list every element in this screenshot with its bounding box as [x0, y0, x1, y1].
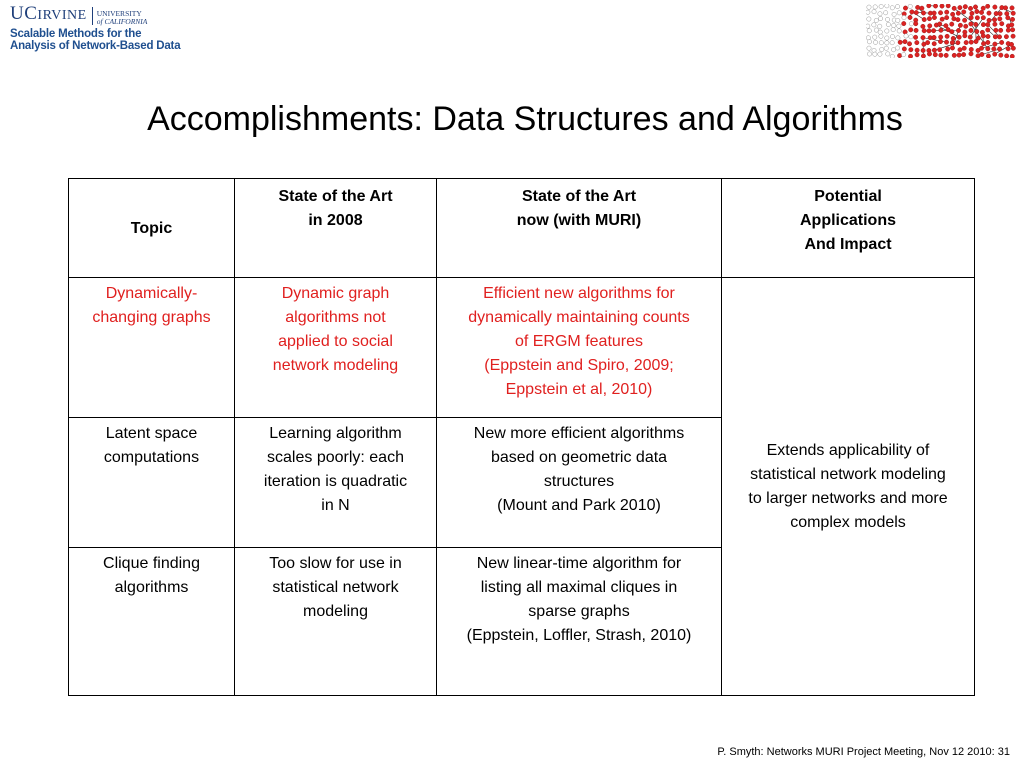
network-node: [940, 17, 944, 21]
network-node: [952, 6, 956, 10]
network-node: [878, 16, 882, 20]
network-node: [950, 12, 954, 16]
cell-line: statistical network modeling: [750, 465, 946, 483]
network-node: [872, 9, 876, 13]
network-node: [980, 52, 984, 56]
logo-subtitle: Scalable Methods for the Analysis of Network-Based Data: [10, 28, 181, 52]
cell-line: algorithms: [114, 579, 189, 596]
network-node: [873, 35, 877, 39]
network-node: [886, 22, 890, 26]
cell-line: Latent space: [105, 425, 198, 442]
network-node: [892, 23, 896, 27]
network-node: [866, 24, 870, 28]
network-node: [921, 11, 925, 15]
network-node: [884, 46, 888, 50]
network-node: [957, 35, 961, 39]
network-node: [1005, 11, 1009, 15]
network-node: [927, 4, 931, 8]
network-node: [958, 48, 962, 52]
cell-line: Efficient new algorithms for: [483, 285, 675, 302]
network-node: [952, 17, 956, 21]
cell-topic: [69, 548, 235, 696]
network-node: [986, 40, 990, 44]
cell-sota-now: [437, 548, 722, 696]
network-node: [879, 34, 883, 38]
network-node: [937, 48, 941, 52]
cell-line: Topic: [130, 220, 173, 237]
network-node: [958, 5, 962, 9]
cell-line: And Impact: [804, 236, 892, 253]
network-node: [909, 22, 913, 26]
cell-line: Applications: [799, 212, 896, 229]
network-node: [951, 36, 955, 40]
network-node: [975, 29, 979, 33]
network-node: [895, 4, 899, 8]
cell-line: applied to social: [278, 333, 393, 350]
network-node: [910, 10, 914, 14]
network-node: [915, 48, 919, 52]
network-node: [973, 5, 977, 9]
network-node: [867, 17, 871, 21]
network-node: [885, 17, 889, 21]
network-node: [950, 29, 954, 33]
network-node: [950, 40, 954, 44]
network-node: [956, 28, 960, 32]
network-node: [921, 35, 925, 39]
cell-sota-2008: [235, 418, 437, 548]
network-node: [883, 11, 887, 15]
network-node: [981, 6, 985, 10]
network-node: [939, 35, 943, 39]
network-node: [975, 9, 979, 13]
network-node: [1004, 34, 1008, 38]
cell-line: based on geometric data: [490, 449, 668, 466]
network-node: [885, 41, 889, 45]
network-node: [950, 22, 954, 26]
network-node: [921, 48, 925, 52]
network-node: [993, 52, 997, 56]
network-node: [981, 22, 985, 26]
network-node: [987, 11, 991, 15]
network-node: [898, 40, 902, 44]
network-node: [958, 23, 962, 27]
network-node: [968, 6, 972, 10]
network-node: [993, 22, 997, 26]
cell-line: in N: [321, 497, 350, 514]
network-node: [903, 39, 907, 43]
network-node: [970, 11, 974, 15]
network-node: [998, 17, 1002, 21]
cell-line: Extends applicability of: [766, 441, 930, 459]
network-node: [892, 12, 896, 16]
cell-line: Dynamic graph: [281, 285, 390, 302]
logo-divider: [92, 7, 93, 25]
network-node: [1006, 16, 1010, 20]
network-node: [902, 15, 906, 19]
network-node: [999, 40, 1003, 44]
network-node: [999, 53, 1003, 57]
network-node: [964, 40, 968, 44]
network-node: [873, 40, 877, 44]
network-node: [885, 36, 889, 40]
network-node: [962, 46, 966, 50]
network-node: [914, 28, 918, 32]
network-node: [944, 53, 948, 57]
cell-line: of ERGM features: [514, 333, 644, 350]
network-node: [945, 10, 949, 14]
network-node: [961, 52, 965, 56]
network-node: [885, 29, 889, 33]
network-node: [968, 35, 972, 39]
network-node: [909, 28, 913, 32]
cell-line: dynamically maintaining counts: [468, 309, 690, 326]
network-node: [908, 15, 912, 19]
network-node: [932, 42, 936, 46]
network-node: [1006, 47, 1010, 51]
network-node: [939, 28, 943, 32]
network-node: [922, 17, 926, 21]
header-sota-now: [437, 179, 722, 278]
network-node: [969, 47, 973, 51]
cell-topic: [69, 278, 235, 418]
cell-line: State of the Art: [521, 188, 637, 205]
network-node: [878, 52, 882, 56]
network-node: [992, 18, 996, 22]
network-node: [927, 52, 931, 56]
network-node: [927, 29, 931, 33]
network-node: [963, 4, 967, 8]
cell-topic: [69, 418, 235, 548]
network-node: [975, 16, 979, 20]
network-node: [901, 52, 905, 56]
network-node: [897, 53, 901, 57]
table-header-row: [69, 179, 975, 278]
cell-line: Learning algorithm: [269, 425, 402, 442]
cell-line: to larger networks and more: [748, 489, 948, 507]
cell-line: complex models: [790, 513, 906, 531]
network-node: [891, 48, 895, 52]
network-node: [873, 5, 877, 9]
network-node: [969, 52, 973, 56]
network-node: [903, 6, 907, 10]
network-node: [913, 35, 917, 39]
network-node: [896, 36, 900, 40]
network-node: [963, 34, 967, 38]
network-node: [927, 16, 931, 20]
network-node: [974, 22, 978, 26]
network-node: [1010, 54, 1014, 58]
network-node: [957, 53, 961, 57]
network-node: [938, 22, 942, 26]
cell-impact: [722, 278, 975, 696]
logo-university-text: UNIVERSITY of CALIFORNIA: [96, 9, 148, 26]
network-node: [969, 15, 973, 19]
network-node: [997, 35, 1001, 39]
network-node: [895, 46, 899, 50]
cell-line: computations: [103, 449, 200, 466]
network-node: [998, 11, 1002, 15]
uci-logo: [10, 4, 190, 54]
network-node: [985, 4, 989, 8]
network-node: [969, 40, 973, 44]
network-node: [986, 28, 990, 32]
cell-line: listing all maximal cliques in: [480, 579, 678, 596]
network-node: [969, 22, 973, 26]
cell-line: modeling: [303, 603, 368, 620]
header-potential-impact: [722, 179, 975, 278]
network-node: [1010, 23, 1014, 27]
network-node: [890, 6, 894, 10]
header-topic: [69, 179, 235, 278]
network-node: [987, 18, 991, 22]
cell-line: iteration is quadratic: [263, 473, 408, 490]
cell-sota-2008: [235, 278, 437, 418]
network-node: [886, 52, 890, 56]
network-node: [867, 40, 871, 44]
cell-line: New linear-time algorithm for: [476, 555, 682, 572]
network-node: [944, 40, 948, 44]
cell-line: Potential: [814, 188, 882, 205]
network-node: [1010, 28, 1014, 32]
network-node: [993, 5, 997, 9]
cell-line: (Eppstein and Spiro, 2009;: [484, 357, 674, 374]
network-node: [956, 40, 960, 44]
network-node: [902, 47, 906, 51]
network-node: [903, 30, 907, 34]
network-node: [939, 53, 943, 57]
network-node: [896, 18, 900, 22]
network-node: [874, 18, 878, 22]
cell-line: structures: [543, 473, 615, 490]
network-node: [969, 28, 973, 32]
network-node: [907, 42, 911, 46]
network-node: [986, 47, 990, 51]
cell-line: (Eppstein, Loffler, Strash, 2010): [466, 627, 692, 644]
network-node: [938, 11, 942, 15]
slide-footer: P. Smyth: Networks MURI Project Meeting, Nov 12 2010: 31: [717, 746, 1010, 758]
network-node: [994, 28, 998, 32]
network-node: [909, 48, 913, 52]
network-node: [981, 15, 985, 19]
network-node: [928, 24, 932, 28]
network-node: [890, 40, 894, 44]
network-node: [962, 10, 966, 14]
table-row: [69, 278, 975, 418]
network-node: [1010, 6, 1014, 10]
network-node: [931, 28, 935, 32]
network-node: [902, 21, 906, 25]
cell-line: (Mount and Park 2010): [497, 497, 661, 514]
cell-sota-now: [437, 278, 722, 418]
network-node: [897, 11, 901, 15]
network-node: [925, 40, 929, 44]
network-node: [979, 46, 983, 50]
network-node: [879, 41, 883, 45]
network-node: [866, 10, 870, 14]
network-node: [981, 34, 985, 38]
network-node: [1011, 34, 1015, 38]
network-node: [932, 35, 936, 39]
network-node: [940, 4, 944, 8]
network-node: [986, 22, 990, 26]
network-node: [974, 39, 978, 43]
logo-uc-text: UCIRVINE: [10, 3, 87, 24]
network-node: [914, 22, 918, 26]
network-node: [890, 34, 894, 38]
cell-line: New more efficient algorithms: [473, 425, 685, 442]
network-node: [909, 35, 913, 39]
cell-line: changing graphs: [92, 309, 211, 326]
network-node: [997, 47, 1001, 51]
cell-line: network modeling: [272, 357, 399, 374]
network-node: [956, 17, 960, 21]
network-node: [932, 11, 936, 15]
network-node: [945, 47, 949, 51]
network-node: [878, 24, 882, 28]
network-node: [962, 18, 966, 22]
network-node: [1011, 11, 1015, 15]
cell-line: State of the Art: [278, 188, 393, 205]
network-node: [946, 4, 950, 8]
network-node: [992, 47, 996, 51]
network-node: [1004, 54, 1008, 58]
network-node: [867, 46, 871, 50]
cell-line: Dynamically-: [105, 285, 198, 302]
network-node: [908, 54, 912, 58]
network-node: [873, 52, 877, 56]
cell-line: sparse graphs: [528, 603, 630, 620]
network-node: [986, 34, 990, 38]
network-node: [922, 29, 926, 33]
network-node: [915, 40, 919, 44]
cell-line: scales poorly: each: [267, 449, 404, 466]
network-node: [950, 46, 954, 50]
cell-line: algorithms not: [285, 309, 386, 326]
network-node: [915, 5, 919, 9]
cell-line: Clique finding: [103, 555, 200, 572]
slide-title: Accomplishments: Data Structures and Algorithms: [147, 100, 903, 138]
network-node: [1010, 17, 1014, 21]
cell-line: Too slow for use in: [269, 555, 402, 572]
cell-line: in 2008: [308, 212, 363, 229]
accomplishments-table: [68, 178, 975, 696]
network-node: [921, 24, 925, 28]
network-node: [932, 15, 936, 19]
network-node: [1003, 6, 1007, 10]
cell-line: now (with MURI): [516, 212, 642, 229]
network-node: [981, 41, 985, 45]
network-node: [986, 54, 990, 58]
network-node: [885, 4, 889, 8]
cell-line: Eppstein et al, 2010): [505, 381, 653, 398]
cell-sota-now: [437, 418, 722, 548]
header-sota-2008: [235, 179, 437, 278]
network-node: [915, 53, 919, 57]
network-node: [932, 48, 936, 52]
network-node: [938, 39, 942, 43]
network-node: [920, 6, 924, 10]
network-node: [1000, 22, 1004, 26]
network-node: [944, 15, 948, 19]
network-node: [964, 24, 968, 28]
network-node: [945, 34, 949, 38]
network-node: [914, 10, 918, 14]
network-graph-image: [866, 4, 1018, 58]
cell-sota-2008: [235, 548, 437, 696]
network-node: [880, 47, 884, 51]
network-node: [867, 52, 871, 56]
network-node: [933, 4, 937, 8]
network-node: [993, 42, 997, 46]
network-node: [1011, 46, 1015, 50]
network-node: [956, 11, 960, 15]
network-node: [998, 28, 1002, 32]
network-node: [878, 12, 882, 16]
network-node: [867, 5, 871, 9]
network-node: [879, 4, 883, 8]
network-node: [872, 23, 876, 27]
network-node: [897, 29, 901, 33]
network-node: [897, 24, 901, 28]
network-node: [979, 10, 983, 14]
network-node: [921, 54, 925, 58]
network-node: [904, 34, 908, 38]
network-node: [891, 27, 895, 31]
network-node: [933, 52, 937, 56]
network-node: [878, 30, 882, 34]
network-node: [867, 29, 871, 33]
network-node: [890, 54, 894, 58]
network-node: [1006, 28, 1010, 32]
network-node: [908, 4, 912, 8]
network-node: [993, 35, 997, 39]
cell-line: statistical network: [272, 579, 399, 596]
network-node: [952, 53, 956, 57]
